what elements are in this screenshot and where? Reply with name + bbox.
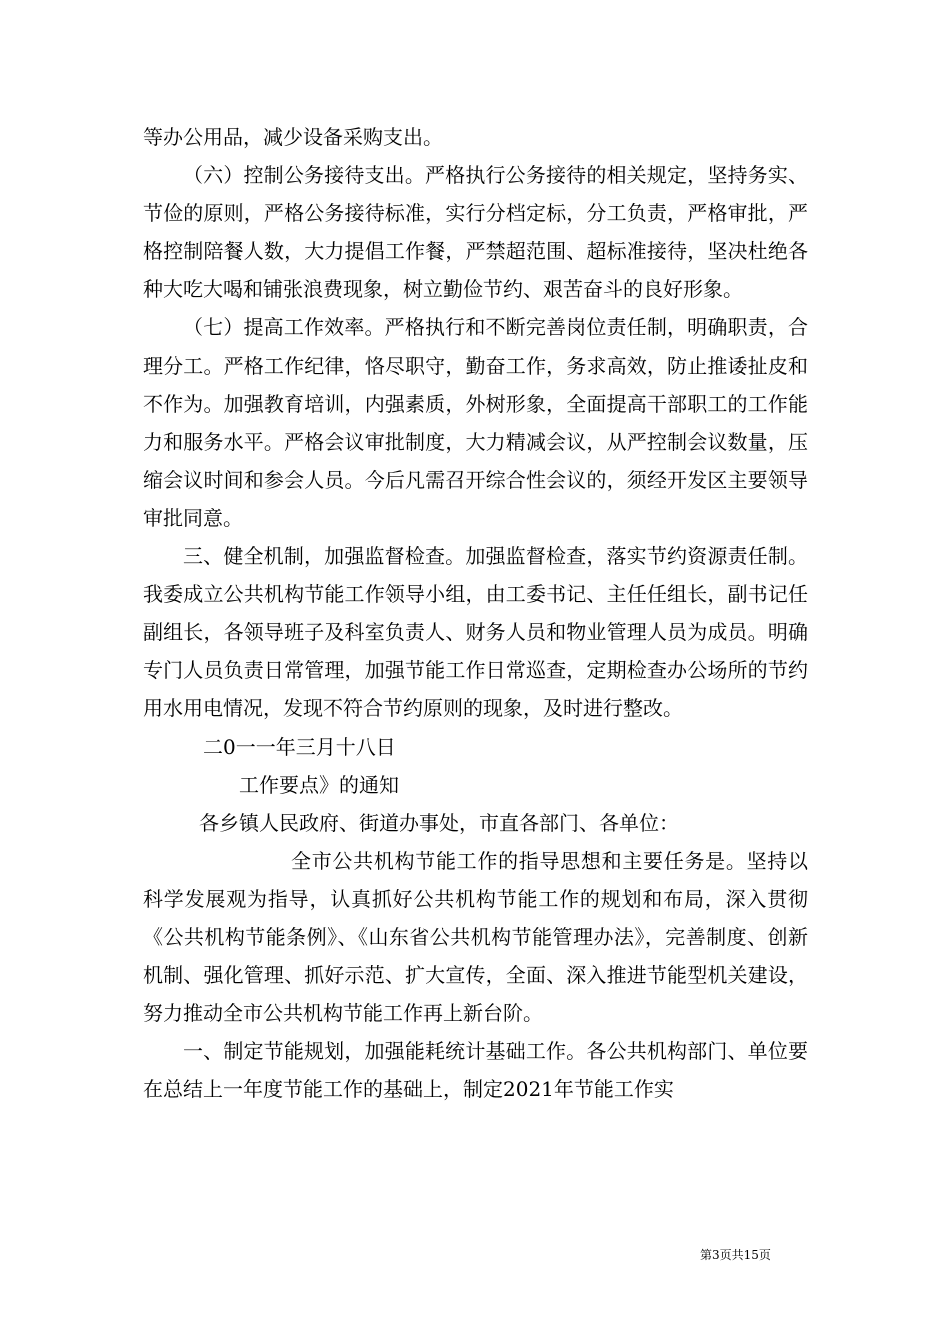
paragraph-office-supplies: 等办公用品，减少设备采购支出。: [143, 125, 443, 149]
document-body: [143, 118, 808, 1108]
paragraph-reception-expense: （六）控制公务接待支出。严格执行公务接待的相关规定，坚持务实、节俭的原则，严格公务接待标准，实行分档定标，分工负责，严格审批，严格控制陪餐人数，大力提倡工作餐，严禁超范围、超标准接待，坚决杜绝各种大吃大喝和铺张浪费现象，树立勤俭节约、艰苦奋斗的良好形象。: [143, 163, 808, 302]
paragraph-work-efficiency: （七）提高工作效率。严格执行和不断完善岗位责任制，明确职责，合理分工。严格工作纪律，恪尽职守，勤奋工作，务求高效，防止推诿扯皮和不作为。加强教育培训，内强素质，外树形象，全面提高干部职工的工作能力和服务水平。严格会议审批制度，大力精减会议，从严控制会议数量，压缩会议时间和参会人员。今后凡需召开综合性会议的，须经开发区主要领导审批同意。: [143, 315, 808, 530]
paragraph-energy-plan: 一、制定节能规划，加强能耗统计基础工作。各公共机构部门、单位要在总结上一年度节能工作的基础上，制定2021年节能工作实: [143, 1039, 808, 1102]
notice-addressees: 各乡镇人民政府、街道办事处，市直各部门、各单位：: [199, 810, 679, 835]
document-date: 二0一一年三月十八日: [203, 734, 396, 759]
notice-title-fragment: 工作要点》的通知: [239, 772, 399, 797]
paragraph-supervision: 三、健全机制，加强监督检查。加强监督检查，落实节约资源责任制。我委成立公共机构节能工作领导小组，由工委书记、主任任组长，副书记任副组长，各领导班子及科室负责人、财务人员和物业管理人员为成员。明确专门人员负责日常管理，加强节能工作日常巡查，定期检查办公场所的节约用水用电情况，发现不符合节约原则的现象，及时进行整改。: [143, 544, 808, 721]
page-number-footer: 第3页共15页: [700, 1248, 771, 1262]
paragraph-guiding-thought: 全市公共机构节能工作的指导思想和主要任务是。坚持以科学发展观为指导，认真抓好公共机构节能工作的规划和布局，深入贯彻《公共机构节能条例》、《山东省公共机构节能管理办法》，完善制度、创新机制、强化管理、抓好示范、扩大宣传，全面、深入推进节能型机关建设，努力推动全市公共机构节能工作再上新台阶。: [143, 848, 808, 1026]
